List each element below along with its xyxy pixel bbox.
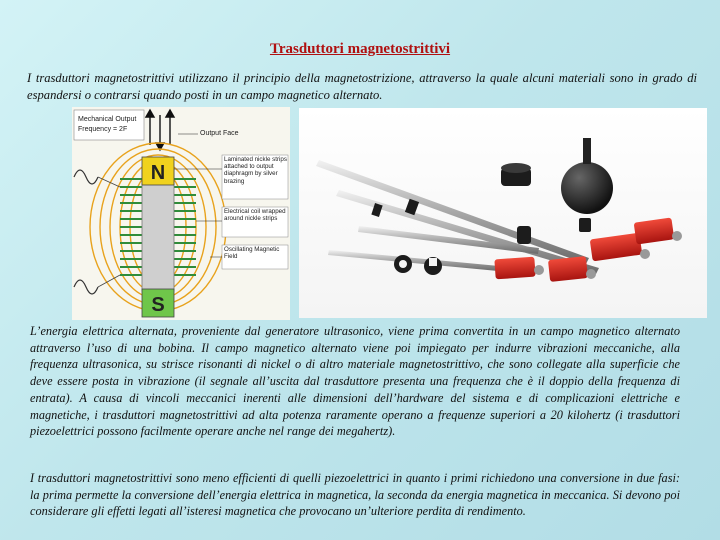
label-frequency: Frequency = 2F [78,126,128,133]
sensor-head-1 [590,233,643,262]
input-wave [74,170,98,184]
intro-paragraph: I trasduttori magnetostrittivi utilizzano il principio della magnetostrizione, attraverso la quale alcuni materiali sono in grado di espandersi o contrarsi quando posti in un campo magnetico alternato. [27,71,697,102]
sensor-head-4 [494,257,535,280]
label-field: Oscillating Magnetic Field [224,246,280,261]
nickel-core [142,167,174,291]
label-output-face: Output Face [200,130,239,137]
sensor-head-2 [634,217,675,244]
transducer-diagram-svg [72,107,290,320]
body-paragraph-2: I trasduttori magnetostrittivi sono meno efficienti di quelli piezoelettrici in quanto i primi richiedono una conversione in due fasi: la prima permette la conversione dell’energia elettrica in magnetica, la seconda da energia magnetica in meccanica. Si devono poi considerare gli effetti legati all’isteresi magnetica che provocano un’ulteriore perdita di rendimento. [30,471,680,519]
float-ball [561,162,613,214]
transducer-diagram [72,107,290,320]
transducer-photo [299,108,707,318]
float-ball-stem [583,138,591,164]
input-wave-bottom [74,280,98,294]
south-pole-label: S [151,294,165,316]
sensor-rods [316,160,599,274]
page-title: Trasduttori magnetostrittivi [269,41,451,57]
mechanical-output-box [74,110,144,140]
north-pole-label: N [150,162,166,184]
label-laminated: Laminated nickle strips attached to output diaphragm by silver brazing [224,156,287,185]
transducer-photo-svg [299,108,707,318]
label-mechanical-output: Mechanical Output [78,116,137,123]
sensor-head-3 [548,256,588,282]
label-coil: Electrical coil wrapped around nickle strips [224,208,286,223]
body-paragraph-1: L’energia elettrica alternata, proveniente dal generatore ultrasonico, viene prima convertita in un campo magnetico alternato attraverso l’uso di una bobina. Il campo magnetico alternato viene poi impiegato per indurre vibrazioni meccaniche, alla frequenza ultrasonica, su strisce risonanti di nickel o di altro materiale magnetostrittivo, che sono collegate alla superficie che deve essere posta in vibrazione (il segnale all’uscita dal trasduttore presenta una frequenza che è il doppio della frequenza di entrata). A causa di vincoli meccanici inerenti alle dimensioni dell’hardware del sistema e di complicazioni elettriche e magnetiche, i trasduttori magnetostrittivi ad alta potenza raramente operano a frequenze superiori a 20 kilohertz (i trasduttori piezoelettrici possono facilmente operare anche nel range dei megahertz). [30,324,680,439]
